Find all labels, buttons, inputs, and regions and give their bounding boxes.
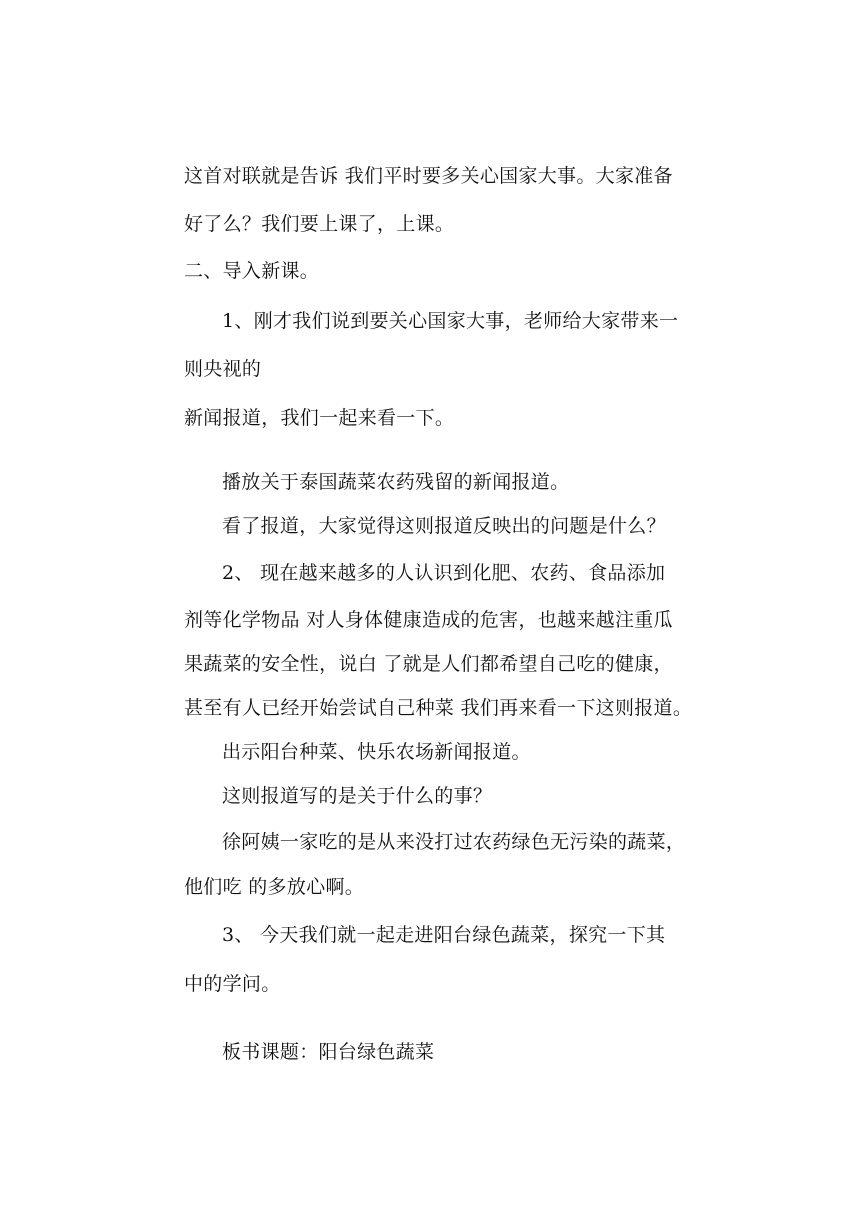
- text-line: 甚至有人已经开始尝试自己种菜 我们再来看一下这则报道。: [184, 697, 693, 719]
- text-line: 中的学问。: [184, 973, 281, 995]
- text-line: 新闻报道，我们一起来看一下。: [184, 407, 455, 429]
- text-line: 剂等化学物品 对人身体健康造成的危害，也越来越注重瓜: [184, 609, 673, 631]
- text-line: 出示阳台种菜、快乐农场新闻报道。: [222, 741, 531, 763]
- section-heading: 二、导入新课。: [184, 260, 320, 282]
- text-line: 则央视的: [184, 358, 262, 380]
- text-line: 徐阿姨一家吃的是从来没打过农药绿色无污染的蔬菜，: [222, 831, 686, 853]
- text-line: 看了报道，大家觉得这则报道反映出的问题是什么？: [222, 515, 666, 537]
- text-line: 2、 现在越来越多的人认识到化肥、农药、食品添加: [222, 562, 666, 584]
- text-line: 1、刚才我们说到要关心国家大事，老师给大家带来一: [222, 310, 679, 332]
- text-line: 他们吃 的多放心啊。: [184, 876, 365, 898]
- text-line: 3、 今天我们就一起走进阳台绿色蔬菜，探究一下其: [222, 924, 666, 946]
- text-line: 播放关于泰国蔬菜农药残留的新闻报道。: [222, 471, 570, 493]
- text-line: 这首对联就是告诉 我们平时要多关心国家大事。大家准备: [184, 165, 673, 187]
- text-line: 这则报道写的是关于什么的事？: [222, 785, 493, 807]
- text-line: 好了么？我们要上课了，上课。: [184, 213, 455, 235]
- text-line: 板书课题：阳台绿色蔬菜: [222, 1041, 435, 1063]
- text-line: 果蔬菜的安全性，说白 了就是人们都希望自己吃的健康，: [184, 653, 673, 675]
